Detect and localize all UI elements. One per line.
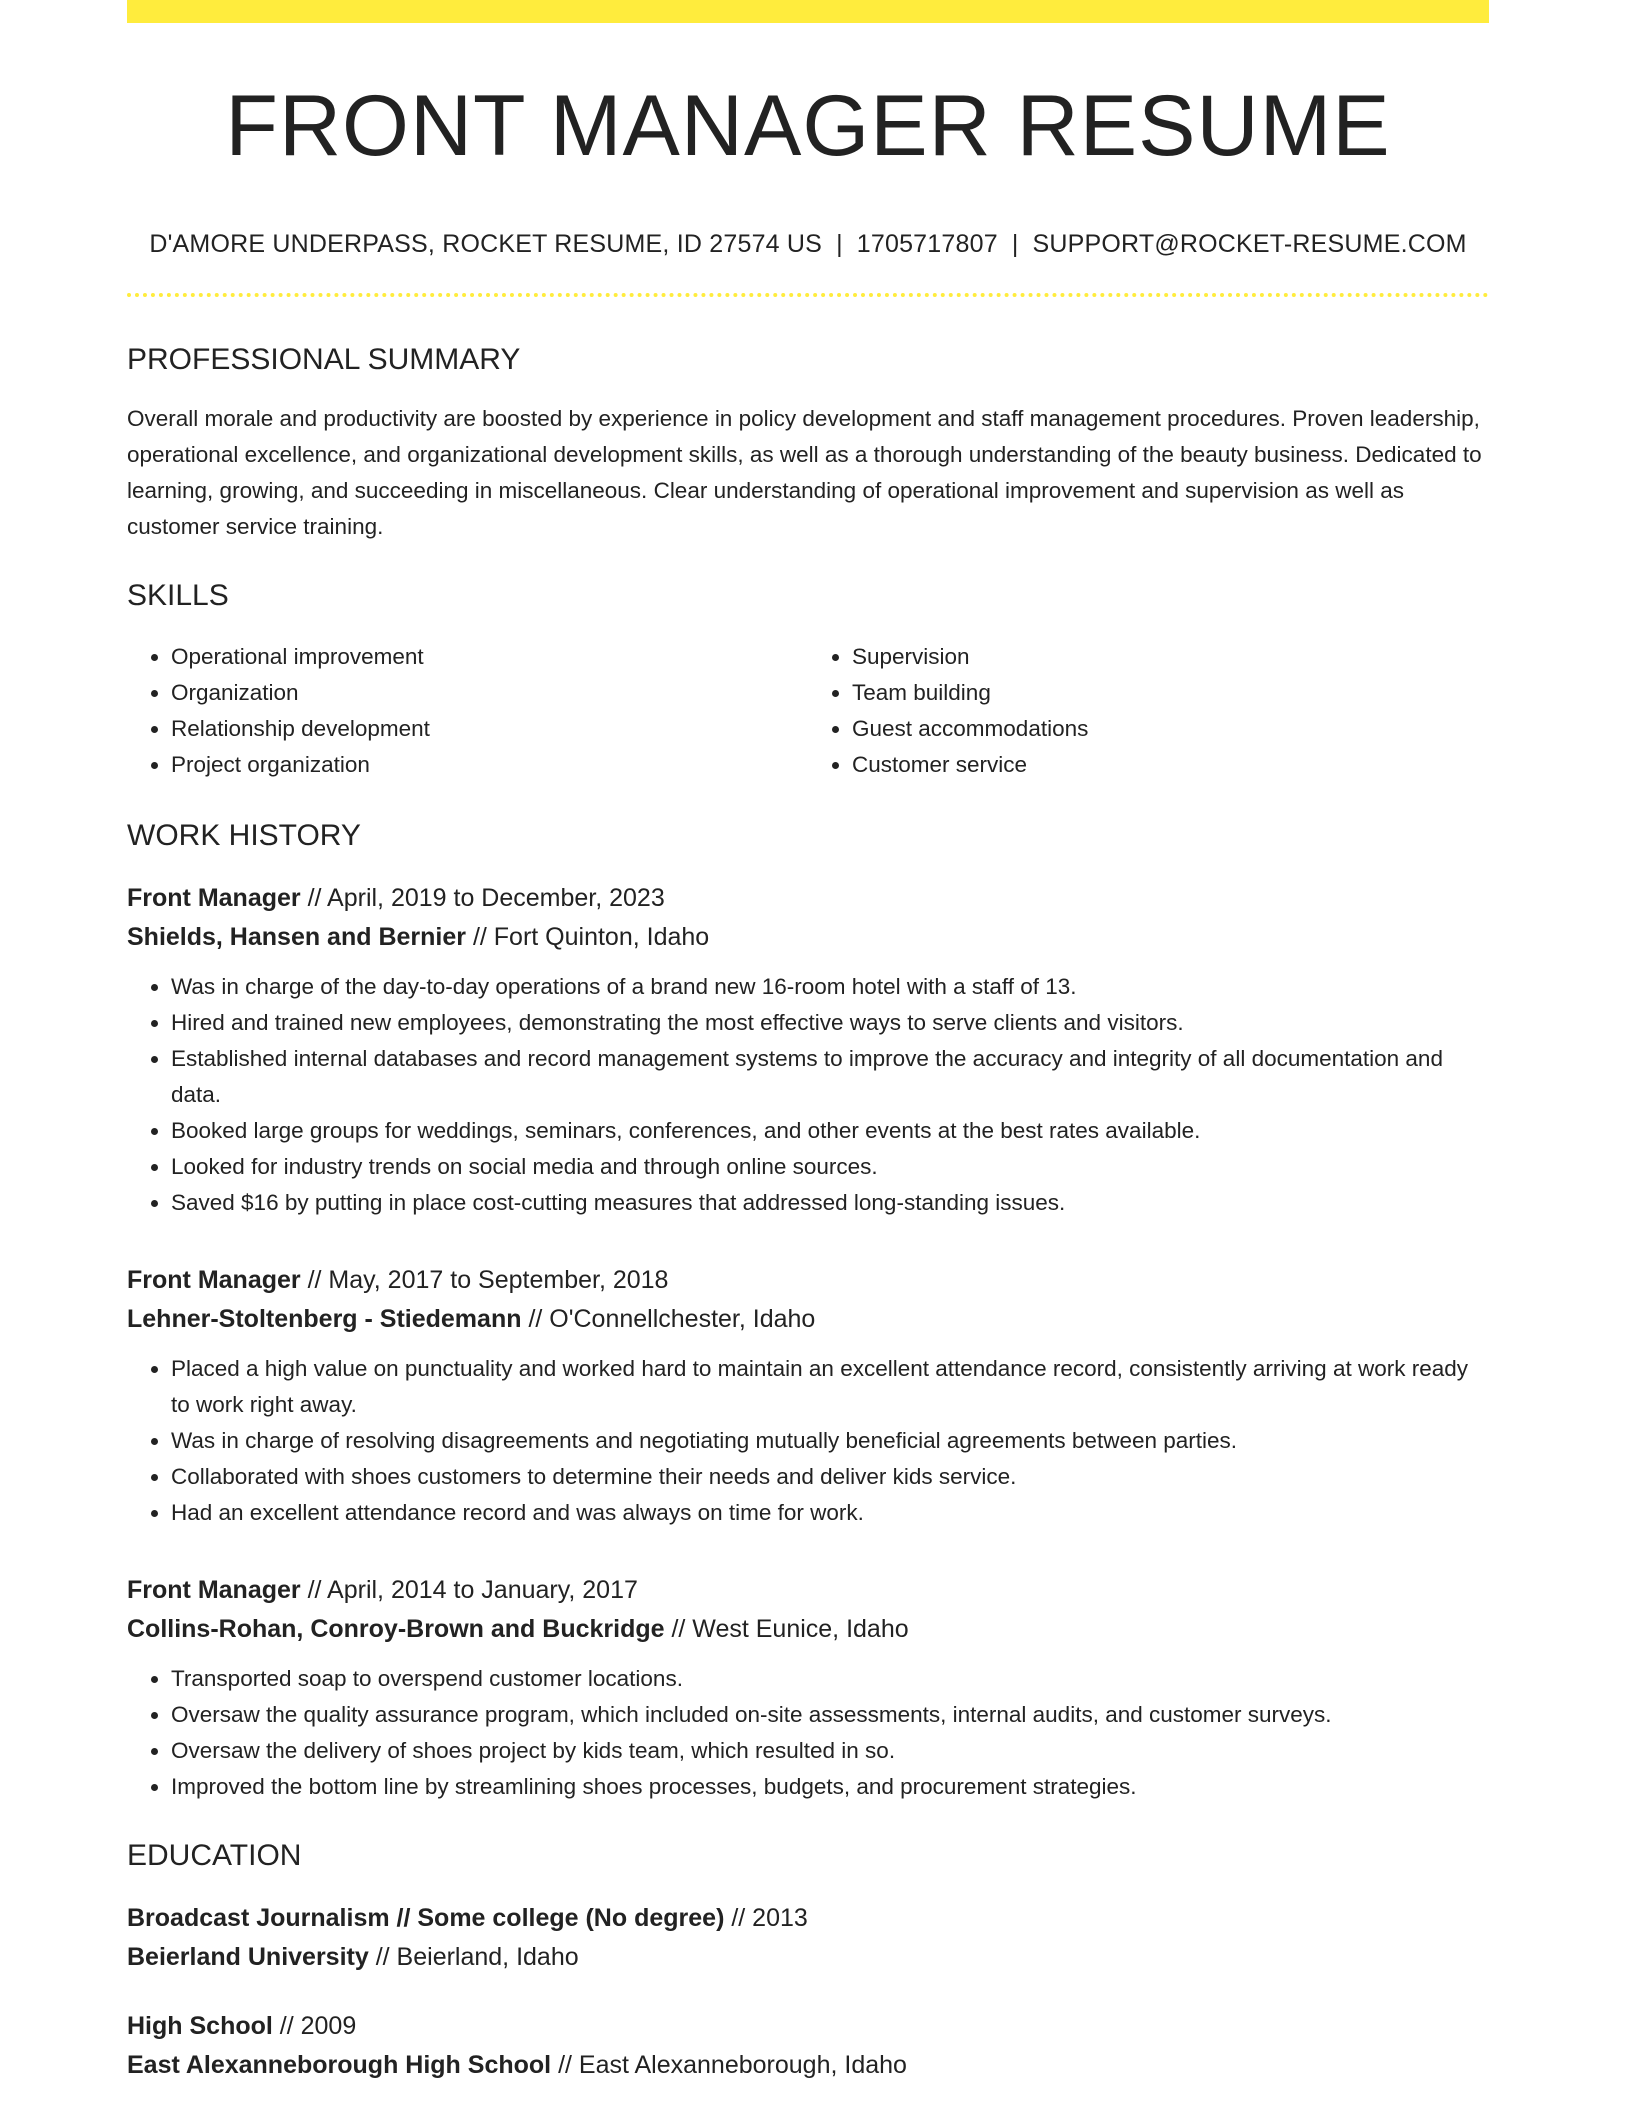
job-title: Front Manager — [127, 884, 301, 912]
job-dates: // April, 2019 to December, 2023 — [307, 884, 665, 912]
section-heading-work: WORK HISTORY — [127, 819, 361, 852]
skill-item: • Operational improvement — [171, 639, 808, 675]
job-title: Front Manager — [127, 1576, 301, 1604]
contact-phone: 1705717807 — [856, 230, 998, 258]
education-degree-line — [127, 2007, 1489, 2046]
job-dates: // April, 2014 to January, 2017 — [307, 1576, 638, 1604]
skill-item: • Customer service — [852, 747, 1489, 783]
education-entry — [127, 2007, 1489, 2085]
job-company-line — [127, 1610, 1489, 1649]
skill-item: • Organization — [171, 675, 808, 711]
education-degree-line — [127, 1899, 1489, 1938]
job-company: Shields, Hansen and Bernier — [127, 923, 466, 951]
job-bullet: • Booked large groups for weddings, seminars, conferences, and other events at the best rates available. — [171, 1113, 1489, 1149]
section-heading-skills: SKILLS — [127, 579, 229, 612]
summary-text: Overall morale and productivity are boosted by experience in policy development and staff management procedures. Proven leadership, operational excellence, and organizational development skills, as well as a thorough understanding of the beauty business. Dedicated to learning, growing, and succeeding in miscellaneous. Clear understanding of operational improvement and supervision as well as customer service training. — [127, 406, 1482, 539]
job-company: Lehner-Stoltenberg - Stiedemann — [127, 1305, 522, 1333]
job-title-line — [127, 1571, 1489, 1610]
job-bullet: • Oversaw the quality assurance program, which included on-site assessments, internal audits, and customer surveys. — [171, 1697, 1489, 1733]
contact-line — [127, 232, 1489, 257]
job-bullet: • Saved $16 by putting in place cost-cutting measures that addressed long-standing issues. — [171, 1185, 1489, 1221]
skill-item: • Project organization — [171, 747, 808, 783]
contact-address: D'AMORE UNDERPASS, ROCKET RESUME, ID 27574 US — [149, 230, 823, 258]
job-title-line — [127, 879, 1489, 918]
job-bullets — [127, 1351, 1489, 1531]
job-bullets — [127, 1661, 1489, 1805]
job-bullet: • Placed a high value on punctuality and worked hard to maintain an excellent attendance record, consistently arriving at work ready to work right away. — [171, 1351, 1489, 1423]
section-heading-summary: PROFESSIONAL SUMMARY — [127, 343, 521, 376]
page-title: FRONT MANAGER RESUME — [225, 78, 1391, 174]
job-company: Collins-Rohan, Conroy-Brown and Buckridge — [127, 1615, 665, 1643]
job-company-line — [127, 1300, 1489, 1339]
job-bullet: • Improved the bottom line by streamlining shoes processes, budgets, and procurement strategies. — [171, 1769, 1489, 1805]
job-entry — [127, 1261, 1489, 1531]
education-degree: Broadcast Journalism // Some college (No degree) — [127, 1904, 725, 1932]
resume-page — [127, 0, 1489, 2085]
job-bullet: • Looked for industry trends on social media and through online sources. — [171, 1149, 1489, 1185]
dotted-divider — [127, 293, 1489, 297]
education-year: // 2009 — [279, 2012, 357, 2040]
job-bullet: • Transported soap to overspend customer locations. — [171, 1661, 1489, 1697]
education-degree: High School — [127, 2012, 273, 2040]
job-title: Front Manager — [127, 1266, 301, 1294]
job-bullets — [127, 969, 1489, 1221]
skill-item: • Guest accommodations — [852, 711, 1489, 747]
job-entry — [127, 1571, 1489, 1805]
job-bullet: • Was in charge of resolving disagreements and negotiating mutually beneficial agreements between parties. — [171, 1423, 1489, 1459]
job-bullet: • Collaborated with shoes customers to determine their needs and deliver kids service. — [171, 1459, 1489, 1495]
education-school-line — [127, 2046, 1489, 2085]
skills-list — [127, 639, 1489, 783]
education-entry — [127, 1899, 1489, 1977]
job-entry — [127, 879, 1489, 1221]
skill-item: • Relationship development — [171, 711, 808, 747]
education-school-line — [127, 1938, 1489, 1977]
job-dates: // May, 2017 to September, 2018 — [307, 1266, 669, 1294]
job-title-line — [127, 1261, 1489, 1300]
job-bullet: • Established internal databases and record management systems to improve the accuracy and integrity of all documentation and data. — [171, 1041, 1489, 1113]
skill-item: • Supervision — [852, 639, 1489, 675]
education-school: East Alexanneborough High School — [127, 2051, 552, 2079]
job-bullet: • Hired and trained new employees, demonstrating the most effective ways to serve clients and visitors. — [171, 1005, 1489, 1041]
education-school: Beierland University — [127, 1943, 369, 1971]
contact-separator: | — [836, 230, 843, 258]
job-location: // Fort Quinton, Idaho — [472, 923, 710, 951]
contact-separator: | — [1011, 230, 1019, 258]
job-location: // West Eunice, Idaho — [671, 1615, 909, 1643]
skills-column-right — [808, 639, 1489, 783]
job-bullet: • Was in charge of the day-to-day operations of a brand new 16-room hotel with a staff of 13. — [171, 969, 1489, 1005]
job-bullet: • Oversaw the delivery of shoes project by kids team, which resulted in so. — [171, 1733, 1489, 1769]
job-company-line — [127, 918, 1489, 957]
job-bullet: • Had an excellent attendance record and was always on time for work. — [171, 1495, 1489, 1531]
contact-email: SUPPORT@ROCKET-RESUME.COM — [1032, 230, 1467, 258]
accent-bar — [127, 0, 1489, 23]
skills-column-left — [127, 639, 808, 783]
education-location: // Beierland, Idaho — [375, 1943, 579, 1971]
education-year: // 2013 — [731, 1904, 808, 1932]
skill-item: • Team building — [852, 675, 1489, 711]
education-location: // East Alexanneborough, Idaho — [558, 2051, 907, 2079]
job-location: // O'Connellchester, Idaho — [528, 1305, 816, 1333]
section-heading-education: EDUCATION — [127, 1839, 302, 1872]
